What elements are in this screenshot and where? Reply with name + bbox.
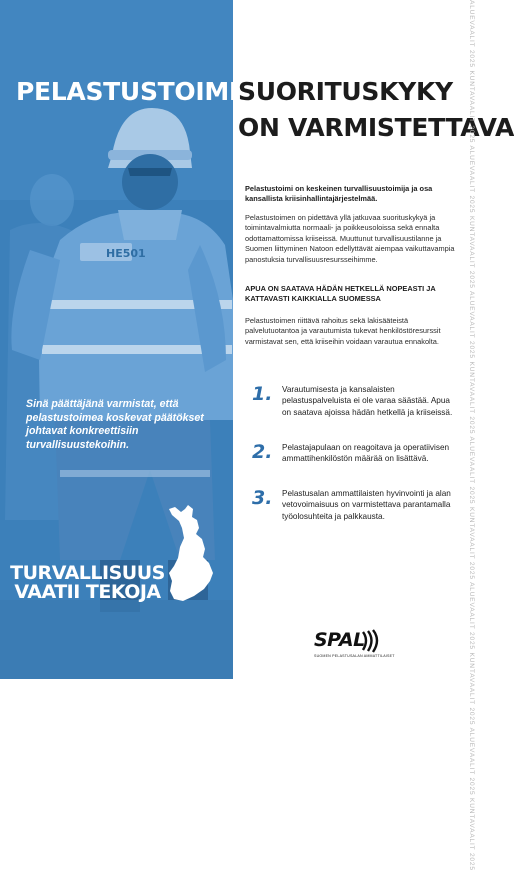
intro-subheading: APUA ON SAATAVA HÄDÄN HETKELLÄ NOPEASTI JA KATTAVASTI KAIKKIALLA SUOMESSA <box>245 284 436 304</box>
intro-paragraph-1: Pelastustoimen on pidettävä yllä jatkuvaa suorituskykyä ja toimintavalmiutta normaali- ja poikkeusoloissa sekä ennalta odottamattomissa kriiseissä. Muuttunut turvallisuustilanne ja Suomen liittyminen Natoon edellyttävät aiempaa vaikuttavampia panostuksia turvallisuusresursseihimme. <box>245 213 455 264</box>
face <box>122 154 178 210</box>
intro-paragraph-2: Pelastustoimen riittävä rahoitus sekä lakisääteistä palvelutuotantoa ja varautumista tukevat henkilöstöresurssit varmistavat sen, että kriiseihin voidaan varautua ennakolta. <box>245 316 441 346</box>
list-item-2: Pelastajapulaan on reagoitava ja operatiivisen ammattihenkilöstön määrää on lisättävä. <box>282 443 450 464</box>
logo-arc <box>373 630 377 652</box>
finland-shape <box>169 505 213 601</box>
title-line-1-dark: SUORITUSKYKY <box>238 77 453 106</box>
slogan-line-1: TURVALLISUUS <box>10 562 165 584</box>
ground <box>0 600 233 679</box>
spal-logo-subtitle: SUOMEN PELASTUSALAN AMMATTILAISET <box>314 654 395 658</box>
side-watermark-strip <box>462 0 480 871</box>
title-line-2: ON VARMISTETTAVA <box>238 113 514 142</box>
list-number-3: 3. <box>252 487 273 509</box>
intro-lead: Pelastustoimi on keskeinen turvallisuustoimija ja osa kansallista kriisinhallintajärjestelmää. <box>245 184 433 204</box>
list-number-1: 1. <box>252 383 273 405</box>
slogan-line-2: VAATII TEKOJA <box>14 581 161 603</box>
title-line-1-white: PELASTUSTOIMEN <box>16 77 267 106</box>
spal-logo-name: SPAL <box>314 629 365 651</box>
pants-stripe <box>60 470 210 477</box>
side-watermark-text: ALUEVAALIT 2025 KUNTAVAALIT 2025 ALUEVAALIT 2025 KUNTAVAALIT 2025 ALUEVAALIT 2025 KUNTAVAALIT 2025 ALUEVAALIT 2025 KUNTAVAALIT 2025 ALUEVAALIT 2025 KUNTAVAALIT 2025 ALUEVAALIT 2025 KUNTAVAALIT 2025 <box>468 0 475 871</box>
list-number-2: 2. <box>252 441 273 463</box>
list-item-1: Varautumisesta ja kansalaisten pelastuspalveluista ei ole varaa säästää. Apua on saatava ajoissa hädän hetkellä ja kriiseissä. <box>282 385 453 417</box>
logo-arc <box>368 631 372 651</box>
visor <box>128 168 172 176</box>
decision-maker-statement: Sinä päättäjänä varmistat, että pelastustoimea koskevat päätökset johtavat konkreettisiin turvallisuustekoihin. <box>26 398 204 451</box>
list-item-3: Pelastusalan ammattilaisten hyvinvointi ja alan vetovoimaisuus on varmistettava parantamalla työolosuhteita ja palkkausta. <box>282 489 451 521</box>
background-helmet <box>30 174 74 226</box>
collar <box>118 210 182 240</box>
helmet-code-label: HE501 <box>106 247 146 260</box>
